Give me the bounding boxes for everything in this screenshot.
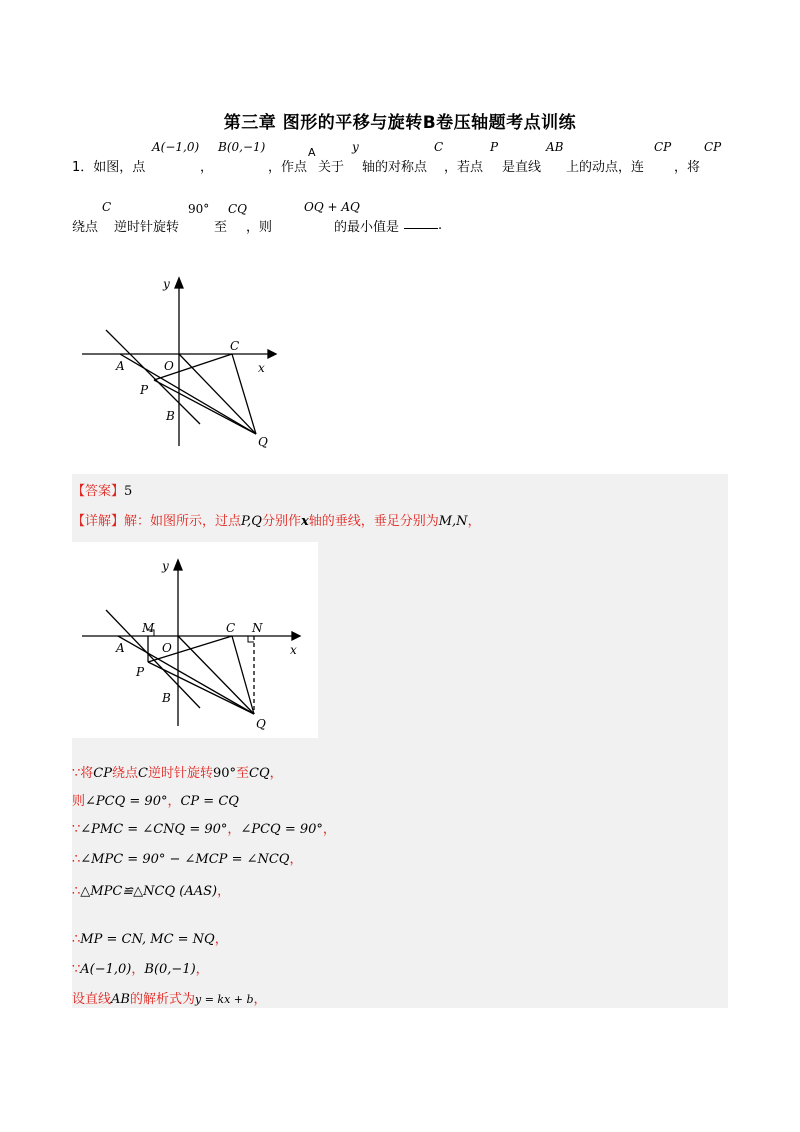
math-expr: ∠PCQ = 90° — [85, 794, 168, 809]
question-text: 绕点 — [72, 220, 99, 235]
solution-step-6 — [72, 928, 228, 947]
question-text: 关于 — [318, 160, 345, 175]
var-pq: P,Q — [241, 514, 262, 529]
detail-label: 【详解】 — [72, 514, 125, 529]
segment-pq — [154, 380, 256, 434]
question-text: 是直线 — [502, 160, 542, 175]
math-expr: △MPC≌△NCQ (AAS) — [80, 884, 218, 899]
answer-label: 【答案】 — [72, 484, 125, 499]
label-q: Q — [258, 435, 268, 449]
question-text: 的最小值是 — [334, 220, 400, 235]
point-b-coord: B(0,−1) — [218, 140, 266, 154]
math-expr: MP = CN, MC = NQ — [80, 932, 215, 947]
label-y: y — [163, 277, 170, 291]
math-expr: ∠PMC = ∠CNQ = 90° — [80, 822, 228, 837]
question-line-2 — [72, 200, 732, 236]
var-c: C — [102, 200, 112, 214]
step-text: ∴ — [72, 932, 81, 947]
math-ab: AB — [111, 992, 130, 1007]
x-axis-arrow — [268, 350, 276, 358]
label-b: B — [162, 691, 171, 705]
label-n: N — [252, 621, 263, 635]
comma: ， — [200, 160, 214, 175]
right-angle-n — [248, 636, 254, 642]
page-title: 第三章 图形的平移与旋转B卷压轴题考点训练 — [223, 113, 577, 133]
step-text: ， — [253, 992, 267, 1007]
math-expr: CP = CQ — [180, 794, 239, 809]
step-text: ∵ — [72, 962, 81, 977]
step-text: ， — [289, 852, 303, 867]
label-y: y — [162, 559, 169, 573]
label-q: Q — [256, 717, 266, 731]
question-line-1 — [72, 140, 732, 180]
question-text: 轴的对称点 — [362, 160, 428, 175]
question-text: ，若点 — [444, 160, 484, 175]
answer-blank: . — [404, 216, 442, 233]
var-y: y — [352, 140, 359, 154]
math-cp: CP — [93, 766, 112, 781]
solution-figure-panel — [72, 542, 318, 738]
step-text: 至 — [236, 766, 250, 781]
y-axis-arrow — [174, 560, 182, 570]
detail-text: ， — [467, 514, 481, 529]
step-text: ， — [131, 962, 145, 977]
step-text: ∴ — [72, 852, 81, 867]
solution-step-2 — [72, 790, 239, 809]
var-mn: M,N — [438, 514, 468, 529]
question-text: ，将 — [674, 160, 701, 175]
var-p: P — [490, 140, 499, 154]
label-p: P — [140, 383, 149, 397]
step-text: ， — [269, 766, 283, 781]
step-text: 则 — [72, 794, 86, 809]
answer-value: 5 — [124, 484, 133, 499]
detail-text: 解：如图所示，过点 — [124, 514, 242, 529]
solution-step-1 — [72, 762, 283, 781]
step-text: ∴ — [72, 884, 81, 899]
expr-oq-aq: OQ + AQ — [304, 200, 360, 214]
answer-line — [72, 480, 132, 499]
step-text: ， — [195, 962, 209, 977]
step-text: ∵将 — [72, 766, 94, 781]
label-c: C — [226, 621, 236, 635]
question-text: 上的动点，连 — [566, 160, 645, 175]
question-number: 1．如图，点 — [72, 160, 146, 175]
step-text: 的解析式为 — [129, 992, 195, 1007]
detail-text: 轴的垂线，垂足分别为 — [308, 514, 439, 529]
step-text: ， — [227, 822, 241, 837]
line-ab — [106, 330, 200, 424]
math-c: C — [138, 766, 148, 781]
label-o: O — [162, 641, 172, 655]
label-x: x — [290, 643, 297, 657]
label-c: C — [230, 339, 240, 353]
label-a: A — [116, 359, 125, 373]
var-cp: CP — [704, 140, 722, 154]
point-a-coord: A(−1,0) — [152, 140, 200, 154]
detail-line — [72, 510, 481, 529]
math-expr: ∠MPC = 90° − ∠MCP = ∠NCQ — [80, 852, 290, 867]
question-text: 至 — [214, 220, 228, 235]
label-b: B — [166, 409, 175, 423]
solution-step-7 — [72, 958, 209, 977]
solution-step-4 — [72, 848, 302, 867]
step-text: 设直线 — [72, 992, 112, 1007]
detail-text: 分别作 — [261, 514, 301, 529]
solution-step-5 — [72, 880, 230, 899]
step-text: ∵ — [72, 822, 81, 837]
question-text: 逆时针旋转 — [114, 220, 180, 235]
solution-step-3 — [72, 818, 336, 837]
step-text: 绕点 — [111, 766, 138, 781]
math-expr: B(0,−1) — [144, 962, 196, 977]
var-x: x — [300, 514, 309, 529]
question-figure — [78, 268, 288, 458]
question-text: ，作点 — [268, 160, 308, 175]
step-text: ， — [214, 932, 228, 947]
label-p: P — [136, 665, 145, 679]
angle-90: 90° — [188, 202, 210, 216]
step-text: ， — [167, 794, 181, 809]
step-text: 逆时针旋转 — [147, 766, 213, 781]
label-a: A — [116, 641, 125, 655]
math-expr: A(−1,0) — [80, 962, 132, 977]
math-expr: y = kx + b — [194, 993, 254, 1006]
y-axis-arrow — [175, 278, 183, 288]
label-x: x — [258, 361, 265, 375]
var-cp: CP — [654, 140, 672, 154]
solution-figure — [78, 542, 312, 738]
var-ab: AB — [546, 140, 564, 154]
label-m: M — [142, 621, 155, 635]
segment-pq — [148, 662, 254, 714]
step-text: ， — [322, 822, 336, 837]
var-c: C — [434, 140, 444, 154]
math-expr: ∠PCQ = 90° — [240, 822, 323, 837]
step-text: ， — [217, 884, 231, 899]
question-text: ，则 — [246, 220, 273, 235]
var-cq: CQ — [228, 202, 248, 216]
math-cq: CQ — [249, 766, 270, 781]
math-90: 90° — [212, 766, 237, 781]
solution-step-8 — [72, 988, 267, 1007]
x-axis-arrow — [292, 632, 300, 640]
var-a: A — [308, 146, 316, 159]
label-o: O — [164, 359, 174, 373]
